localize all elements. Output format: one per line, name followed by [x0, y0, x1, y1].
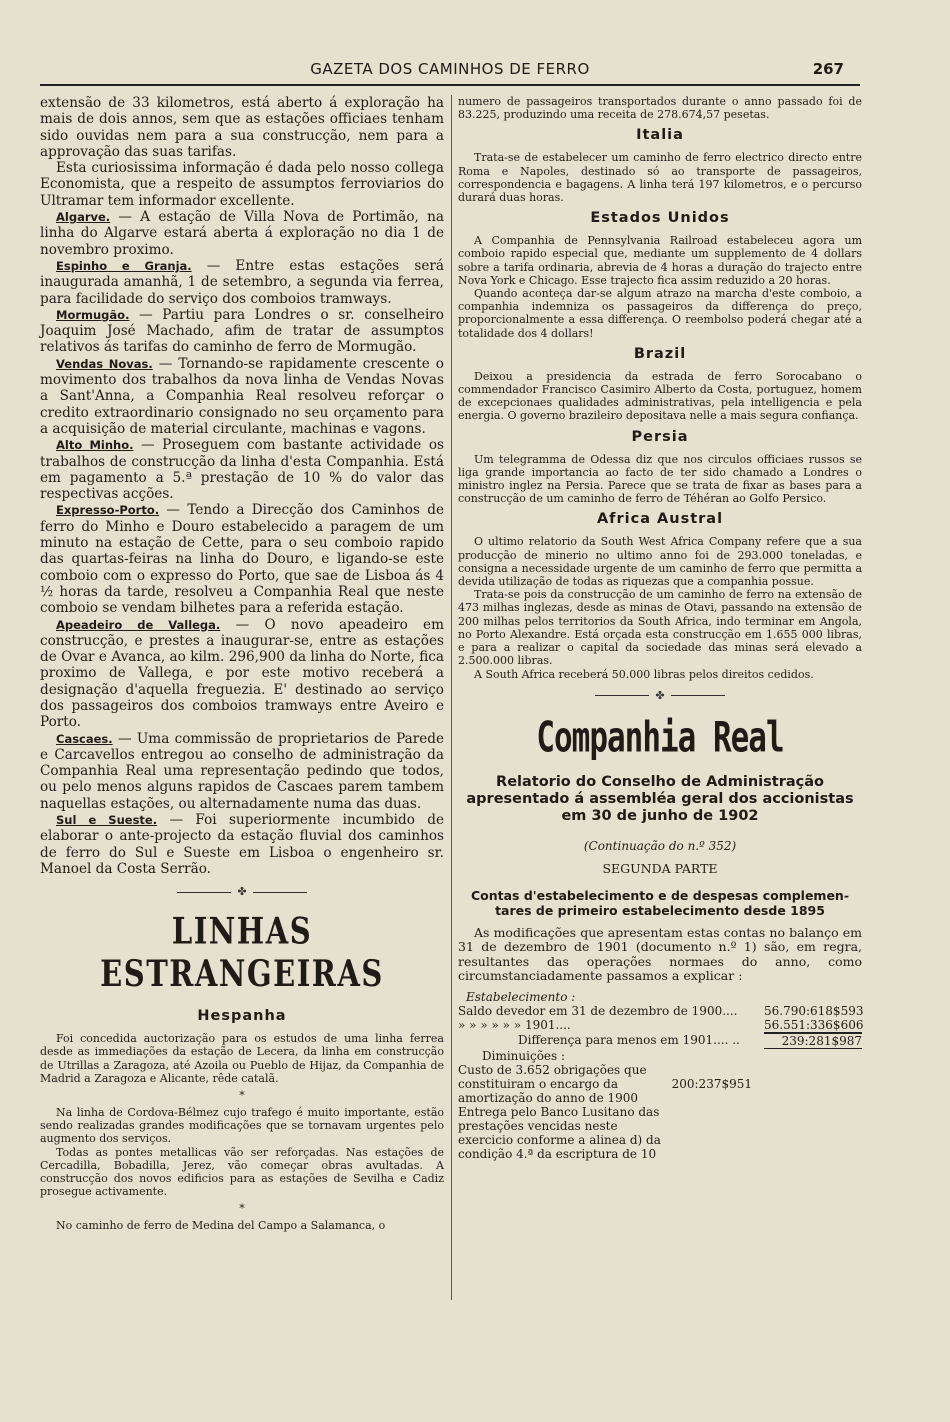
accounts-table [458, 990, 862, 1161]
row-value: 239:281$987 [764, 1033, 862, 1049]
report-title-line: apresentado á assembléa geral dos accionistas [466, 790, 854, 807]
paragraph: Foi concedida auctorização para os estudos de uma linha ferrea desde as immediações da estação de Lecera, da linha em construcção de Utrillas a Zaragoza, até Azoila ou Pueblo de Hijaz, da Companhia de Madrid a Zaragoza e Alicante, rêde catalã. [40, 1032, 444, 1085]
paragraph: Trata-se de estabelecer um caminho de ferro electrico directo entre Roma e Napoles, destinado só ao transporte de passageiros, correspondencia e bagagens. A linha terá 197 kilometros, e o percurso durará duas horas. [458, 151, 862, 205]
news-item-lead: Cascaes. [56, 731, 113, 746]
intro-paragraph: extensão de 33 kilometros, está aberto á exploração ha mais de dois annos, sem que as estações officiaes tenham sido ouvidas nem para a sua construcção, nem para a approvação das suas tarifas. [40, 95, 444, 160]
subsection-title: Brazil [633, 345, 687, 362]
news-item-text: — Partiu para Londres o sr. conselheiro Joaquim José Machado, afim de tratar de assumptos relativos ás tarifas do caminho de ferro de Mormugão. [40, 306, 444, 356]
news-item-text: — O novo apeadeiro em construcção, e prestes a inaugurar-se, entre as estações de Ovar e Avanca, ao kilm. 296,900 da linha do Norte, fica proximo de Vallega, e por este motivo receberá a designação d'aquella freguezia. E' destinado ao serviço dos passageiros dos comboios tramways entre Aveiro e Porto. [40, 616, 444, 731]
subsection-title: Italia [636, 127, 684, 144]
news-item-text: — Tendo a Direcção dos Caminhos de ferro do Minho e Douro estabelecido a paragem de um minuto na estação de Cette, para o seu comboio rapido das quartas-feiras na linha do Douro, e ligando-se este comboio com o expresso do Porto, que sae de Lisboa ás 4 ½ horas da tarde, resolveu a Companhia Real que neste comboio se vendam bilhetes para a referida estação. [40, 502, 444, 617]
column-divider [451, 95, 452, 1300]
news-item-text: — Tornando-se rapidamente crescente o movimento dos trabalhos da nova linha de Vendas Novas a Sant'Anna, a Companhia Real resolveu reforçar o credito extraordinario consignado no seu orçamento para a acquisição de material circulante, machinas e vagons. [40, 355, 444, 437]
paragraph: As modificações que apresentam estas contas no balanço em 31 de dezembro de 1901 (documento n.º 1) são, em regra, resultantes das operações normaes do anno, como circumstanciadamente passamos a explicar : [458, 924, 862, 984]
row-label: Saldo devedor em 31 de dezembro de 1900.... [458, 1003, 738, 1018]
row-label: Differença para menos em 1901.... .. [518, 1032, 740, 1047]
ornament-divider: ✤ [458, 689, 862, 702]
report-title-line: Relatorio do Conselho de Administração [496, 773, 824, 790]
asterism: * [239, 1089, 245, 1103]
paragraph: Na linha de Cordova-Bélmez cujo trafego é muito importante, estão sendo realizadas grandes modificações que se tornavam urgentes pelo augmento dos serviços. [40, 1106, 444, 1146]
news-section [40, 95, 444, 877]
accounts-intro [458, 926, 862, 984]
ornament-divider: ✤ [40, 885, 444, 898]
news-item-lead: Mormugão. [56, 307, 130, 322]
table-row [458, 1063, 862, 1105]
part-heading: SEGUNDA PARTE [602, 860, 718, 876]
paragraph: No caminho de ferro de Medina del Campo a Salamanca, o [56, 1219, 386, 1233]
news-item-text: — A estação de Villa Nova de Portimão, na linha do Algarve estará aberta á exploração no dia 1 de novembro proximo. [40, 209, 444, 258]
news-item-lead: Expresso-Porto. [56, 503, 160, 518]
section-headline: Companhia Real [536, 713, 784, 763]
row-value: 56.790:618$593 [764, 1003, 864, 1018]
paragraph: Um telegramma de Odessa diz que nos circulos officiaes russos se liga grande importancia ao facto de ter sido chamado a Londres o ministro inglez na Persia. Parece que se trata de fixar as bases para a construcção de um caminho de ferro de Téhéran ao Golfo Persico. [458, 452, 862, 506]
news-item [40, 812, 444, 877]
news-item [40, 307, 444, 356]
hespanha-section [40, 1032, 444, 1232]
subsection-title: Estados Unidos [590, 210, 730, 227]
subsection-title: Persia [631, 428, 689, 445]
accounts-heading [458, 888, 862, 918]
news-item [40, 502, 444, 616]
news-item-lead: Algarve. [56, 210, 111, 225]
news-item-text: — Proseguem com bastante actividade os trabalhos de construcção da linha d'esta Companhia. Está em pagamento a 5.ª prestação de 10 % do valor das respectivas acções. [40, 437, 444, 503]
table-rows [458, 1004, 862, 1049]
subsection-title: Africa Austral [596, 511, 724, 528]
left-column [40, 95, 444, 1233]
table-row [458, 1018, 862, 1033]
section-headline: LINHAS ESTRANGEIRAS [100, 909, 384, 995]
table-label: Estabelecimento : [466, 989, 576, 1004]
paragraph: A South Africa receberá 50.000 libras pelos direitos cedidos. [474, 667, 814, 681]
table-row [458, 1033, 862, 1049]
news-item [40, 258, 444, 307]
paragraph: Trata-se pois da construcção de um caminho de ferro na extensão de 473 milhas inglezas, desde as minas de Otavi, passando na extensão de 200 milhas pelos territorios da South Africa, indo terminar em Angola, no Porto Alexandre. Está orçada esta construcção em 1.655 000 libras, e para a realizar o capital da sociedade das minas será elevado a 2.500.000 libras. [458, 588, 862, 668]
row-label: Entrega pelo Banco Lusitano das prestações vencidas neste exercicio conforme a alinea d) da condição 4.ª da escriptura de 10 [458, 1104, 661, 1161]
news-item [40, 356, 444, 437]
running-title: GAZETA DOS CAMINHOS DE FERRO [310, 60, 590, 78]
row-value: 56.551:336$606 [764, 1017, 864, 1032]
table-row [458, 1004, 862, 1018]
intro-paragraph: Esta curiosissima informação é dada pelo nosso collega Economista, que a respeito de assumptos ferroviarios do Ultramar tem informador excellente. [40, 160, 444, 209]
page-number: 267 [812, 60, 844, 78]
news-item [40, 617, 444, 731]
paragraph: Deixou a presidencia da estrada de ferro Sorocabano o commendador Francisco Casimiro Alberto da Costa, portuguez, homem de excepcionaes qualidades administrativas, pela intelligencia e pela energia. O governo brazileiro depositava nelle a mais segura confiança. [458, 369, 862, 423]
news-items [40, 209, 444, 877]
report-title-line: em 30 de junho de 1902 [561, 807, 759, 824]
row-label: Custo de 3.652 obrigações que constituiram o encargo da amortização do anno de 1900 [458, 1062, 647, 1105]
news-item-text: — Entre estas estações será inaugurada amanhã, 1 de setembro, a segunda via ferrea, para facilidade do serviço dos comboios tramways. [40, 257, 444, 307]
paragraph: Todas as pontes metallicas vão ser reforçadas. Nas estações de Cercadilla, Bobadilla, Jerez, vão começar obras avultadas. A construcção dos novos edificios para as estações de Sevilha e Cadiz prosegue activamente. [40, 1145, 444, 1199]
paragraph: numero de passageiros transportados durante o anno passado foi de 83.225, produzindo uma receita de 278.674,57 pesetas. [458, 95, 862, 122]
news-item [40, 209, 444, 258]
foreign-news [458, 95, 862, 681]
continuation-note: (Continuação do n.º 352) [583, 838, 737, 853]
row-value: 200:237$951 [671, 1076, 752, 1091]
news-item-lead: Apeadeiro de Vallega. [56, 617, 221, 632]
table-label: Diminuições : [482, 1048, 566, 1063]
row-label: » » » » » » 1901.... [458, 1017, 571, 1032]
news-item-text: — Foi superiormente incumbido de elaborar o ante-projecto da estação fluvial dos caminhos de ferro do Sul e Sueste em Lisboa o engenheiro sr. Manoel da Costa Serrão. [40, 812, 444, 877]
asterism: * [239, 1202, 245, 1216]
paragraph: O ultimo relatorio da South West Africa Company refere que a sua producção de minerio no ultimo anno foi de 293.000 toneladas, e consigna a necessidade urgente de um caminho de ferro que permitta a devida utilização de todas as riquezas que a companhia possue. [458, 535, 862, 589]
paragraph: A Companhia de Pennsylvania Railroad estabeleceu agora um comboio rapido especial que, mediante um supplemento de 4 dollars sobre a tarifa ordinaria, abrevia de 4 horas a duração do trajecto entre Nova York e Chicago. Esse trajecto fica assim reduzido a 20 horas. [458, 234, 862, 287]
news-item-lead: Espinho e Granja. [56, 258, 192, 273]
report-title [458, 774, 862, 825]
news-item-text: — Uma commissão de proprietarios de Parede e Carcavellos entregou ao conselho de administração da Companhia Real uma representação pedindo que todos, ou pelo menos alguns rapidos de Cascaes parem tambem naquellas estações, ou alternadamente numa das duas. [40, 730, 444, 812]
page-header [40, 58, 860, 86]
news-item-lead: Alto Minho. [56, 438, 134, 453]
subsection-title: Hespanha [197, 1008, 287, 1025]
news-item-lead: Vendas Novas. [56, 356, 153, 371]
news-item [40, 437, 444, 502]
news-item [40, 731, 444, 812]
right-column [458, 95, 862, 1161]
table-row [458, 1105, 862, 1161]
news-item-lead: Sul e Sueste. [56, 813, 158, 828]
accounts-heading-line: tares de primeiro estabelecimento desde 1895 [495, 902, 825, 918]
paragraph: Quando aconteça dar-se algum atrazo na marcha d'este comboio, a companhia indemniza os passageiros da differença do preço, proporcionalmente a essa differença. O reembolso poderá chegar até a totalidade dos 4 dollars! [458, 287, 862, 340]
accounts-heading-line: Contas d'estabelecimento e de despesas complemen- [470, 887, 850, 903]
